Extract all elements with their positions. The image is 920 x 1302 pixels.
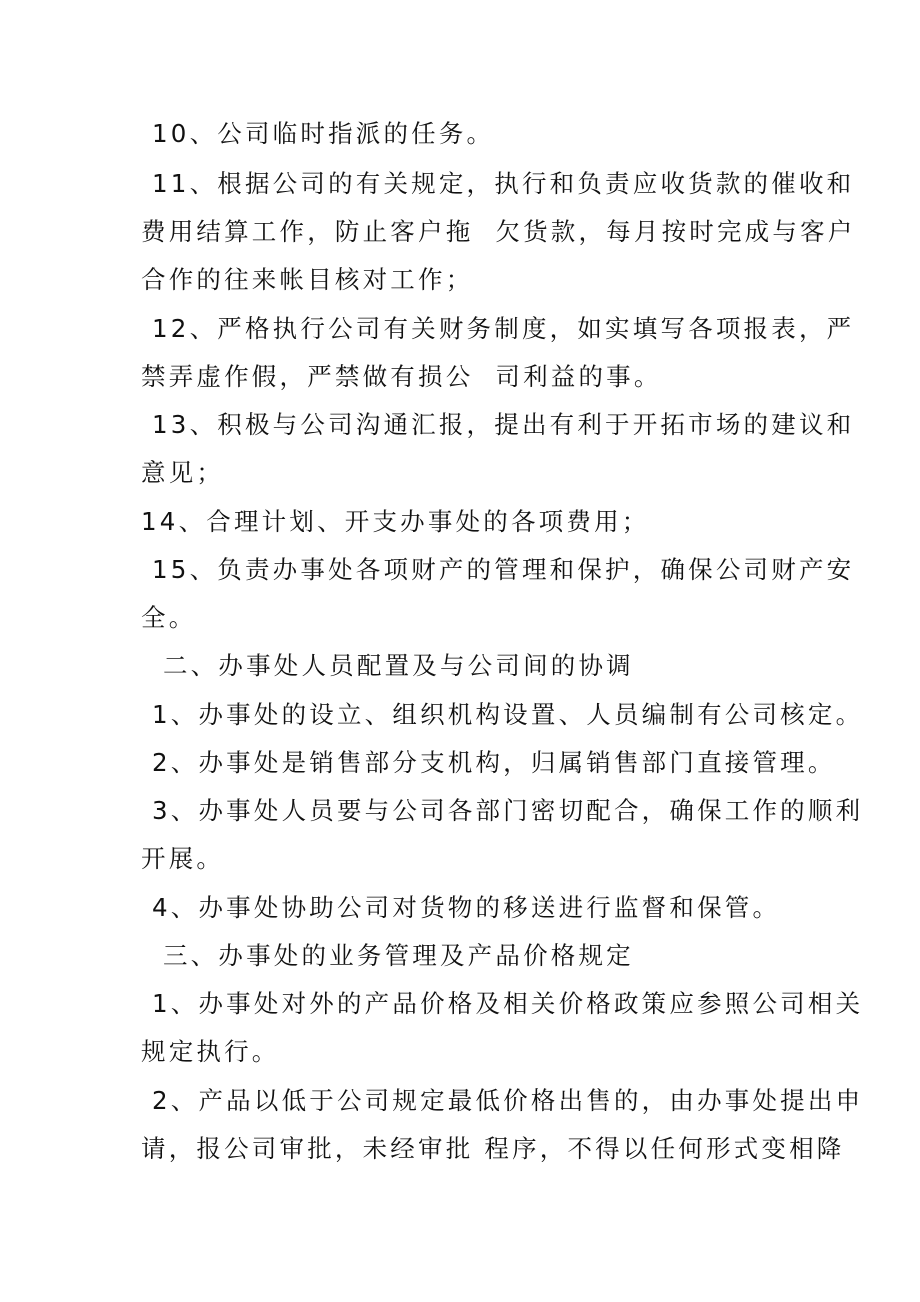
text-line: 费用结算工作，防止客户拖 欠货款，每月按时完成与客户 [141, 217, 856, 246]
text-line: 13、积极与公司沟通汇报，提出有利于开拓市场的建议和 [141, 410, 855, 439]
text-line: 禁弄虚作假，严禁做有损公 司利益的事。 [141, 362, 662, 391]
text-line: 1、办事处的设立、组织机构设置、人员编制有公司核定。 [141, 700, 864, 729]
text-line: 开展。 [141, 844, 225, 873]
text-line: 请，报公司审批，未经审批 程序，不得以任何形式变相降 [141, 1134, 845, 1163]
text-line: 2、办事处是销售部分支机构，归属销售部门直接管理。 [141, 748, 836, 777]
text-line: 3、办事处人员要与公司各部门密切配合，确保工作的顺利 [141, 796, 864, 825]
text-line: 意见； [141, 458, 225, 487]
text-line: 规定执行。 [141, 1037, 280, 1066]
text-line: 合作的往来帐目核对工作； [141, 265, 474, 294]
text-line: 15、负责办事处各项财产的管理和保护，确保公司财产安 [141, 555, 855, 584]
text-line: 11、根据公司的有关规定，执行和负责应收货款的催收和 [141, 169, 855, 198]
text-line: 12、严格执行公司有关财务制度，如实填写各项报表，严 [141, 314, 855, 343]
text-line: 14、合理计划、开支办事处的各项费用； [141, 507, 650, 536]
text-line: 2、产品以低于公司规定最低价格出售的，由办事处提出申 [141, 1086, 864, 1115]
text-line: 1、办事处对外的产品价格及相关价格政策应参照公司相关 [141, 989, 864, 1018]
text-line: 4、办事处协助公司对货物的移送进行监督和保管。 [141, 893, 781, 922]
text-line: 全。 [141, 603, 197, 632]
text-line: 10、公司临时指派的任务。 [141, 119, 495, 148]
section-heading: 二、办事处人员配置及与公司间的协调 [141, 651, 634, 680]
section-heading: 三、办事处的业务管理及产品价格规定 [141, 941, 634, 970]
